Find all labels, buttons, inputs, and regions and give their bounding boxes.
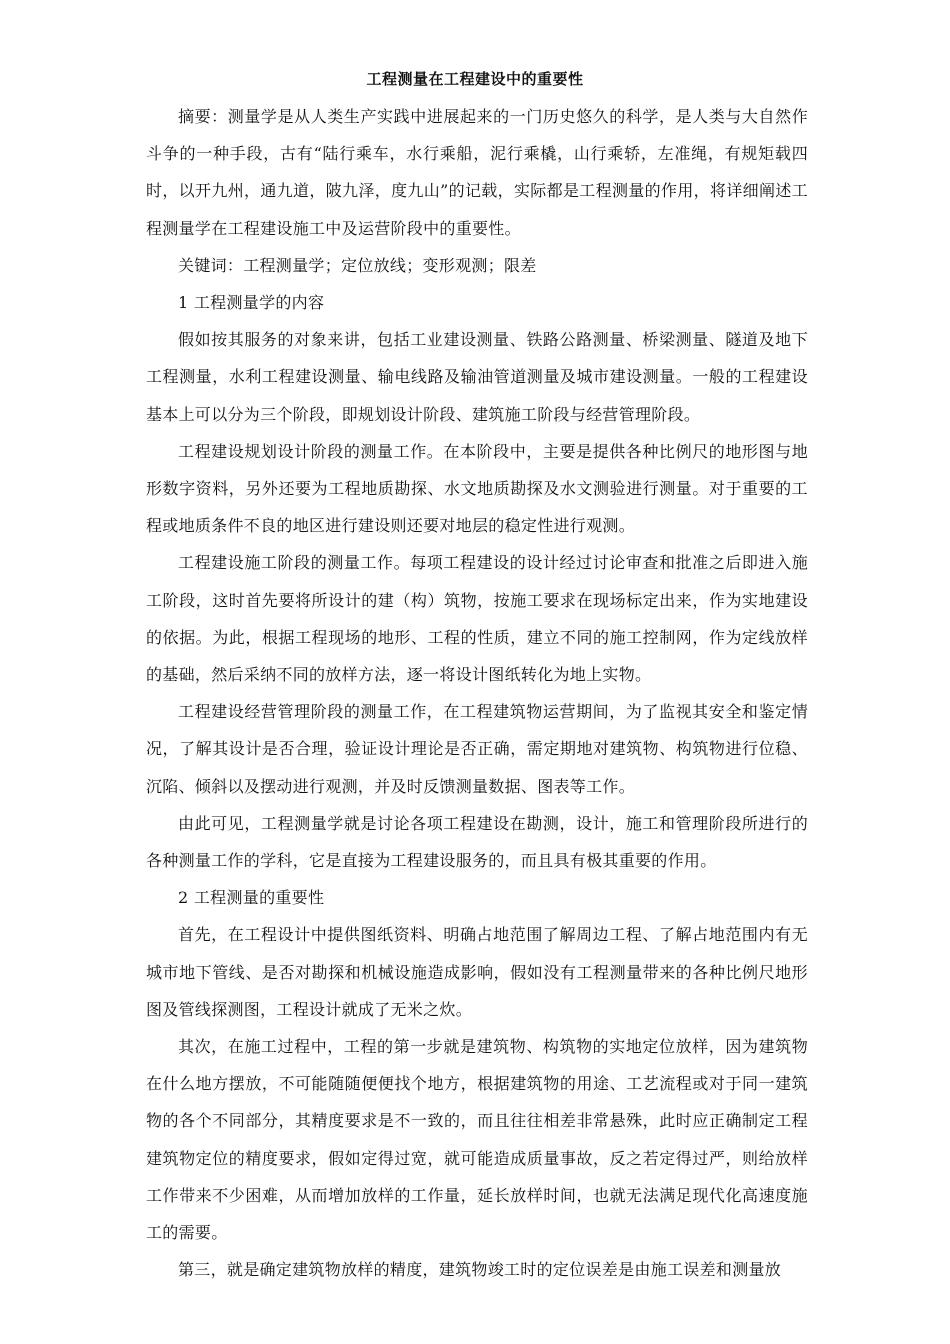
body-paragraph: 首先，在工程设计中提供图纸资料、明确占地范围了解周边工程、了解占地范围内有无城市地下管线、是否对勘探和机械设施造成影响，假如没有工程测量带来的各种比例尺地形图及管线探测图，工程设计就成了无米之炊。: [146, 925, 808, 1019]
abstract-paragraph: 摘要：测量学是从人类生产实践中进展起来的一门历史悠久的科学，是人类与大自然作斗争的一种手段，古有“陆行乘车，水行乘船，泥行乘橇，山行乘轿，左准绳，有规矩载四时，以开九州，通九道，陂九泽，度九山”的记载，实际都是工程测量的作用，将详细阐述工程测量学在工程建设施工中及运营阶段中的重要性。: [146, 107, 808, 238]
body-paragraph: 工程建设经营管理阶段的测量工作，在工程建筑物运营期间，为了监视其安全和鉴定情况，了解其设计是否合理，验证设计理论是否正确，需定期地对建筑物、构筑物进行位稳、沉陷、倾斜以及摆动进行观测，并及时反馈测量数据、图表等工作。: [146, 702, 808, 796]
section-heading-2: 2 工程测量的重要性: [178, 888, 325, 908]
body-paragraph: 由此可见，工程测量学就是讨论各项工程建设在勘测，设计，施工和管理阶段所进行的各种测量工作的学科，它是直接为工程建设服务的，而且具有极其重要的作用。: [146, 813, 808, 871]
body-paragraph: 其次，在施工过程中，工程的第一步就是建筑物、构筑物的实地定位放样，因为建筑物在什么地方摆放，不可能随随便便找个地方，根据建筑物的用途、工艺流程或对于同一建筑物的各个不同部分，其精度要求是不一致的，而且往往相差非常悬殊，此时应正确制定工程建筑物定位的精度要求，假如定得过宽，就可能造成质量事故，反之若定得过严，则给放样工作带来不少困难，从而增加放样的工作量，延长放样时间，也就无法满足现代化高速度施工的需要。: [146, 1037, 808, 1243]
body-paragraph: 第三，就是确定建筑物放样的精度，建筑物竣工时的定位误差是由施工误差和测量放: [178, 1260, 782, 1280]
section-heading-1: 1 工程测量学的内容: [178, 293, 325, 313]
body-paragraph: 假如按其服务的对象来讲，包括工业建设测量、铁路公路测量、桥梁测量、隧道及地下工程测量，水利工程建设测量、输电线路及输油管道测量及城市建设测量。一般的工程建设基本上可以分为三个阶段，即规划设计阶段、建筑施工阶段与经营管理阶段。: [146, 330, 808, 424]
document-body: [146, 98, 808, 1289]
body-paragraph: 工程建设规划设计阶段的测量工作。在本阶段中，主要是提供各种比例尺的地形图与地形数字资料，另外还要为工程地质勘探、水文地质勘探及水文测验进行测量。对于重要的工程或地质条件不良的地区进行建设则还要对地层的稳定性进行观测。: [146, 441, 808, 536]
body-paragraph: 工程建设施工阶段的测量工作。每项工程建设的设计经过讨论审查和批准之后即进入施工阶段，这时首先要将所设计的建（构）筑物，按施工要求在现场标定出来，作为实地建设的依据。为此，根据工程现场的地形、工程的性质，建立不同的施工控制网，作为定线放样的基础，然后采纳不同的放样方法，逐一将设计图纸转化为地上实物。: [146, 553, 808, 685]
document-title: 工程测量在工程建设中的重要性: [366, 70, 584, 88]
keywords-paragraph: 关键词：工程测量学；定位放线；变形观测；限差: [178, 255, 537, 275]
